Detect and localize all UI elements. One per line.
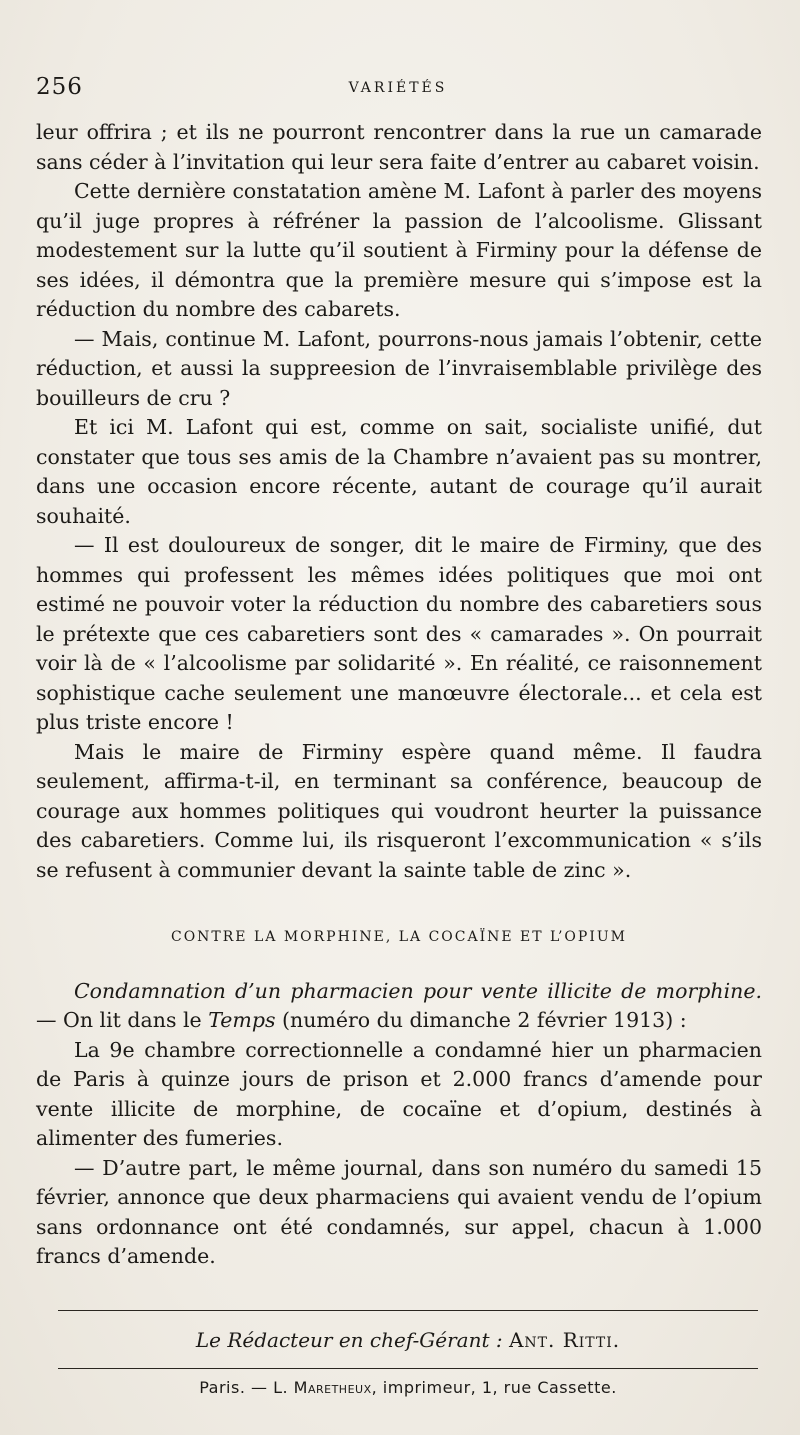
paragraph: — Il est douloureux de songer, dit le maire de Firminy, que des hommes qui professent les mêmes idées politiques que moi ont estimé ne pouvoir voter la réduction du nombre des cabaretiers sous le prétexte que ces cabaretiers sont des « camarades ». On pourrait voir là de « l’alcoolisme par solidarité ». En réalité, ce raisonnement sophistique cache seulement une manœuvre électorale... et cela est plus triste encore ! [36,533,762,734]
paragraph: — D’autre part, le même journal, dans son numéro du samedi 15 février, annonce que deux pharmaciens qui avaient vendu de l’opium sans ordonnance ont été condamnés, sur appel, chacun à 1.000 francs d’amende. [36,1155,762,1268]
imprint-address: , imprimeur, 1, rue Cassette. [371,1378,617,1397]
paragraph: Cette dernière constatation amène M. Lafont à parler des moyens qu’il juge propres à réfréner la passion de l’alcoolisme. Glissant modestement sur la lutte qu’il soutient à Firminy pour la défense de ses idées, il démontra que la première mesure qui s’impose est la réduction du nombre des cabarets. [36,179,762,321]
body-text [36,118,762,1272]
running-head: VARIÉTÉS [348,80,448,96]
page-number: 256 [36,74,83,100]
imprint-line [58,1378,758,1397]
footer-rule-top [58,1310,758,1311]
section-lead-title: Condamnation d’un pharmacien pour vente illicite de morphine. [74,978,762,1003]
section-lead-paragraph [36,977,762,1036]
paragraph: — Mais, continue M. Lafont, pourrons-nous jamais l’obtenir, cette réduction, et aussi la suppreesion de l’invraisemblable privilège des bouilleurs de cru ? [36,326,762,410]
imprint-city: Paris. — L. [199,1378,294,1397]
page-header [36,74,760,104]
paragraph: Mais le maire de Firminy espère quand même. Il faudra seulement, affirma-t-il, en terminant sa conférence, beaucoup de courage aux hommes politiques qui voudront heurter la puissance des cabaretiers. Comme lui, ils risqueront l’excommunication « s’ils se refusent à communier devant la sainte table de zinc ». [36,739,762,882]
section-lead-end: (numéro du dimanche 2 février 1913) : [275,1008,687,1032]
editor-label: Le Rédacteur en chef-Gérant : [195,1328,509,1352]
journal-name: Temps [208,1008,276,1032]
paragraph: leur offrira ; et ils ne pourront rencontrer dans la rue un camarade sans céder à l’invitation qui leur sera faite d’entrer au cabaret voisin. [36,120,762,174]
section-heading: CONTRE LA MORPHINE, LA COCAÏNE ET L’OPIUM [170,929,627,945]
section-lead-text: — On lit dans le [36,1008,209,1032]
editor-name: Ant. Ritti. [508,1328,621,1352]
paragraph: La 9e chambre correctionnelle a condamné hier un pharmacien de Paris à quinze jours de prison et 2.000 francs d’amende pour vente illicite de morphine, de cocaïne et d’opium, destinés à alimenter des fumeries. [36,1037,762,1150]
footer-rule-bottom [58,1368,758,1369]
editor-line [58,1328,758,1352]
paragraph: Et ici M. Lafont qui est, comme on sait, socialiste unifié, dut constater que tous ses amis de la Chambre n’avaient pas su montrer, dans une occasion encore récente, autant de courage qu’il aurait souhaité. [36,415,762,528]
imprint-printer: Maretheux [293,1378,372,1397]
